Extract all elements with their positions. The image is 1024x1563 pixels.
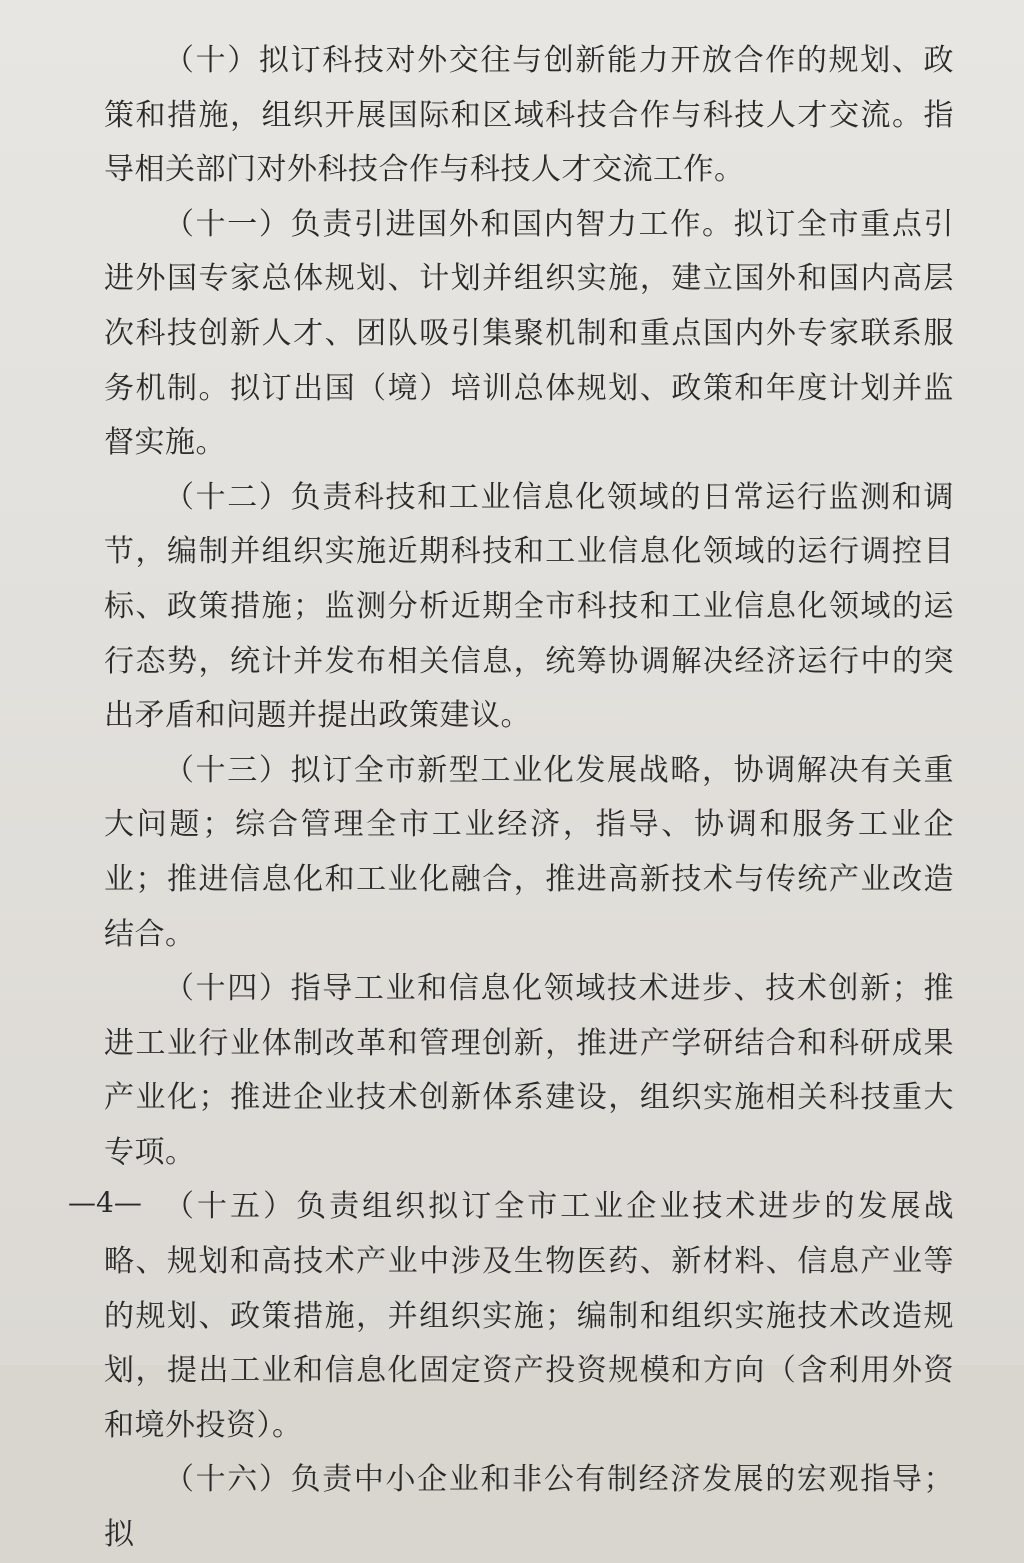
paragraph-11: （十一）负责引进国外和国内智力工作。拟订全市重点引进外国专家总体规划、计划并组织实施，建立国外和国内高层次科技创新人才、团队吸引集聚机制和重点国内外专家联系服务机制。拟订出国（境）培训总体规划、政策和年度计划并监督实施。 — [104, 206, 954, 461]
paragraph-15: （十五）负责组织拟订全市工业企业技术进步的发展战略、规划和高技术产业中涉及生物医药、新材料、信息产业等的规划、政策措施，并组织实施；编制和组织实施技术改造规划，提出工业和信息化固定资产投资规模和方向（含利用外资和境外投资）。 — [104, 1189, 954, 1443]
paragraph-13: （十三）拟订全市新型工业化发展战略，协调解决有关重大问题；综合管理全市工业经济，指导、协调和服务工业企业；推进信息化和工业化融合，推进高新技术与传统产业改造结合。 — [104, 752, 954, 952]
paragraph-10: （十）拟订科技对外交往与创新能力开放合作的规划、政策和措施，组织开展国际和区域科技合作与科技人才交流。指导相关部门对外科技合作与科技人才交流工作。 — [104, 43, 954, 188]
paragraph-12: （十二）负责科技和工业信息化领域的日常运行监测和调节，编制并组织实施近期科技和工业信息化领域的运行调控目标、政策措施；监测分析近期全市科技和工业信息化领域的运行态势，统计并发布相关信息，统筹协调解决经济运行中的突出矛盾和问题并提出政策建议。 — [104, 479, 954, 734]
paragraph-16: （十六）负责中小企业和非公有制经济发展的宏观指导；拟 — [104, 1462, 954, 1553]
page-number: —4— — [68, 1186, 142, 1219]
paragraph-14: （十四）指导工业和信息化领域技术进步、技术创新；推进工业行业体制改革和管理创新，推进产学研结合和科研成果产业化；推进企业技术创新体系建设，组织实施相关科技重大专项。 — [104, 971, 954, 1170]
document-body — [104, 34, 954, 1563]
